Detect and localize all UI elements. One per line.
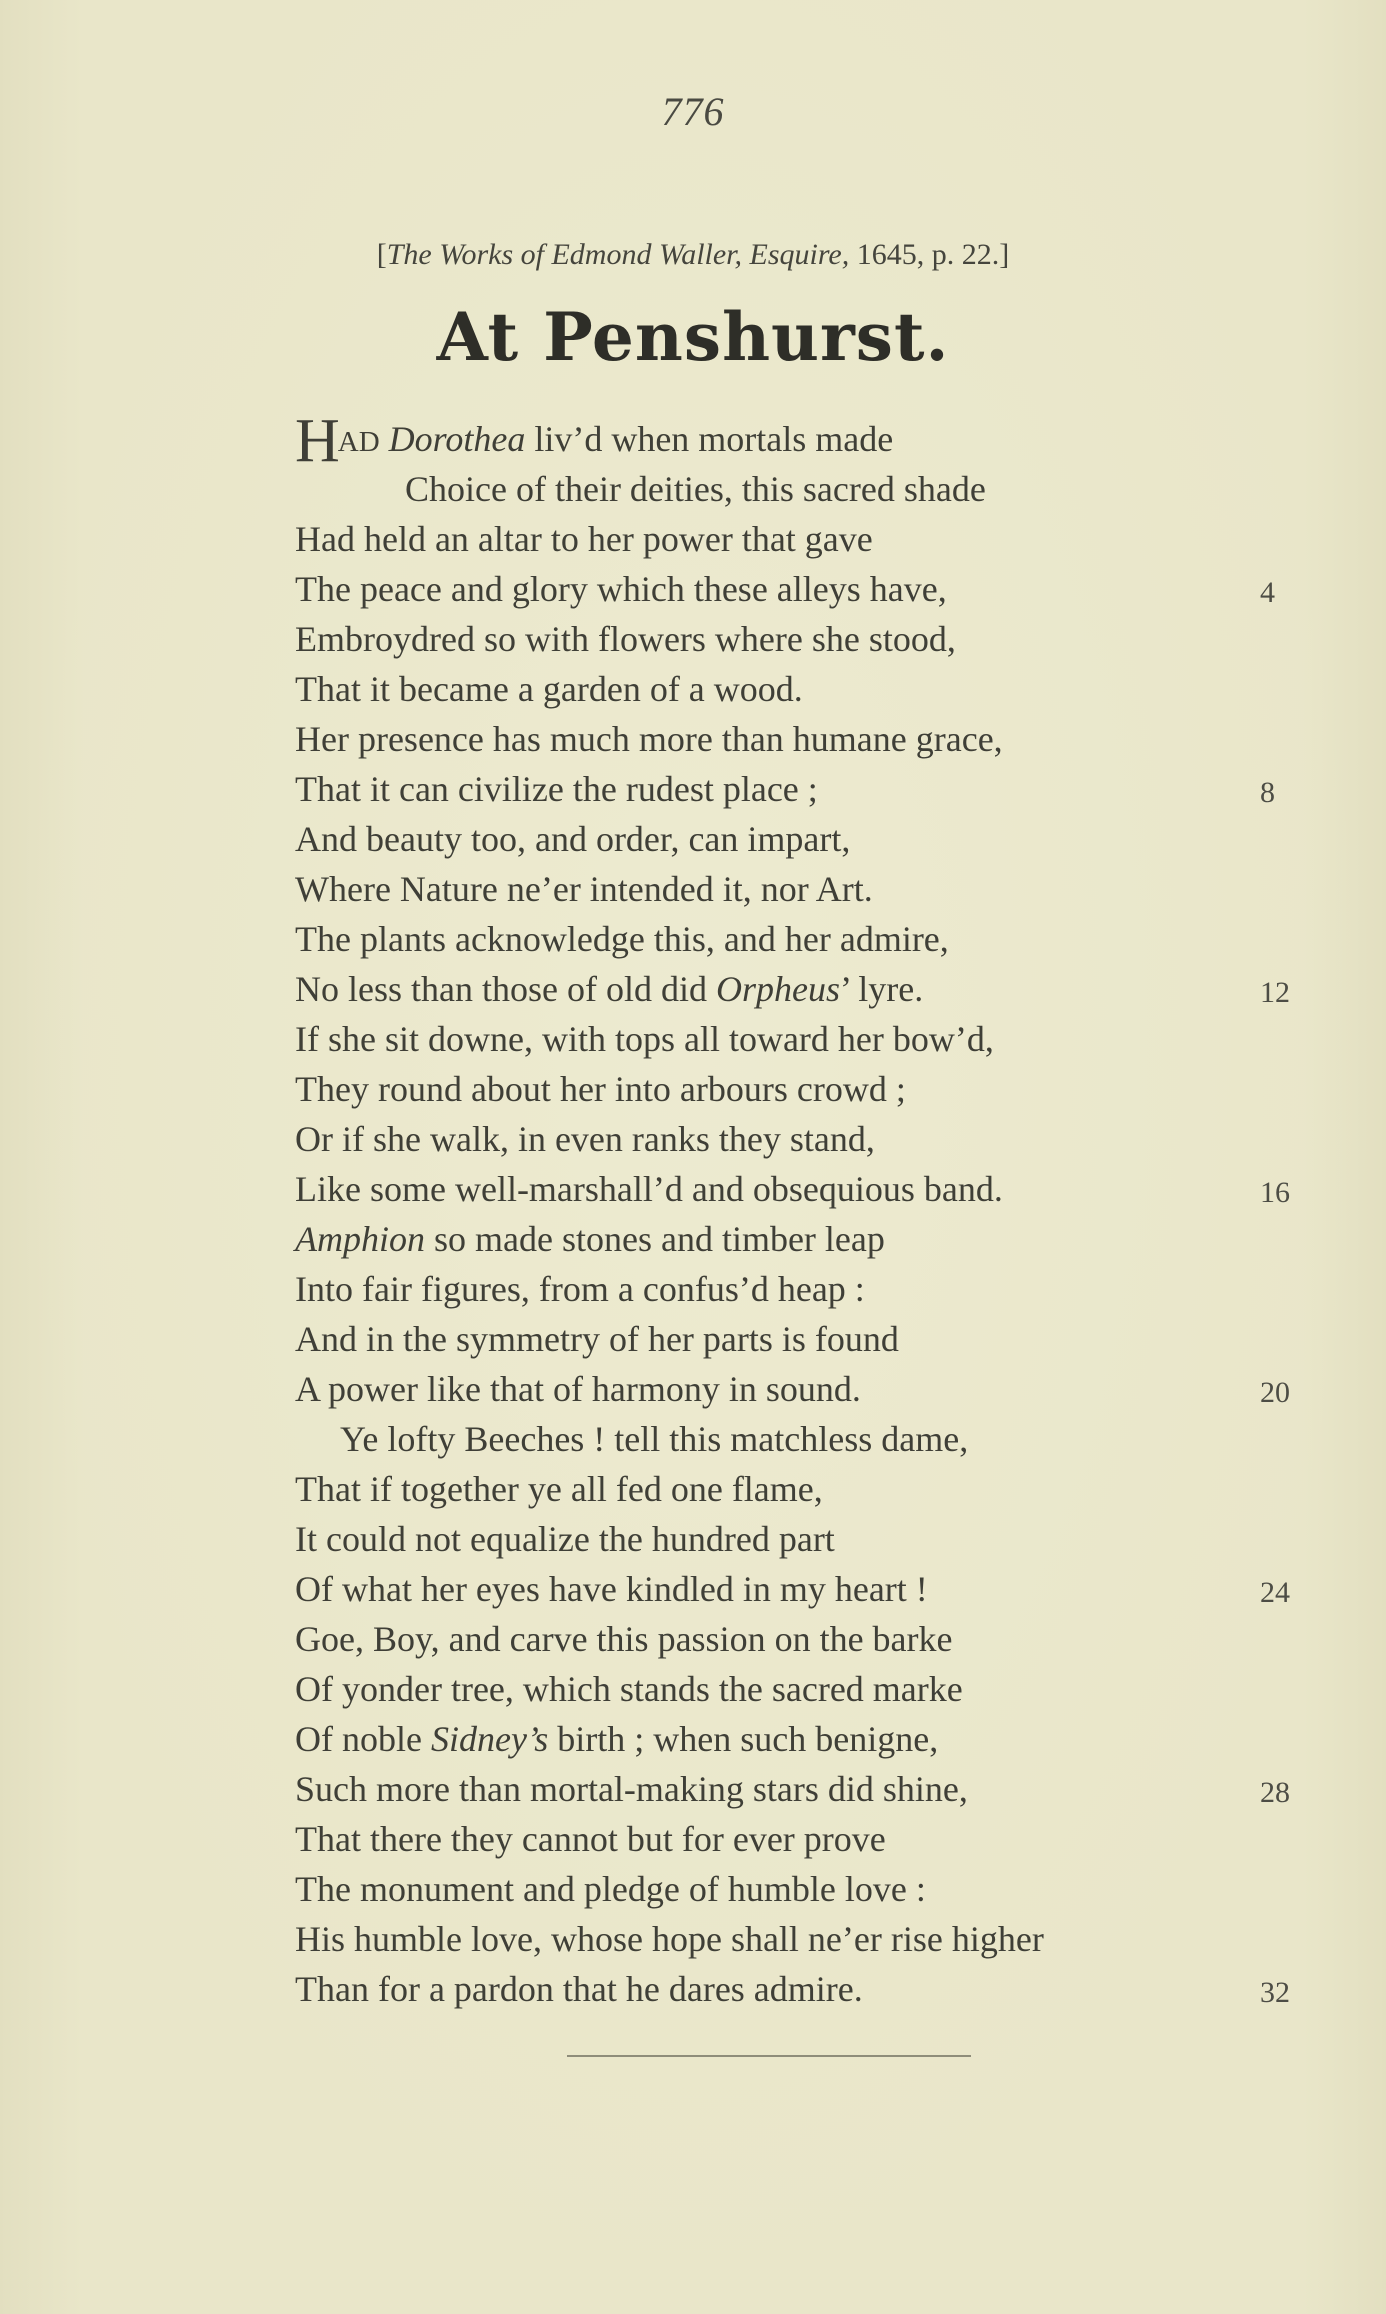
poem-line: [295, 1064, 1295, 1114]
line-text: That it can civilize the rudest place ;: [295, 769, 818, 809]
line-text: His humble love, whose hope shall ne’er rise higher: [295, 1919, 1044, 1959]
line-text: Had held an altar to her power that gave: [295, 519, 873, 559]
poem-line: [295, 1664, 1295, 1714]
line-text: And beauty too, and order, can impart,: [295, 819, 851, 859]
line-text: Of noble Sidney’s birth ; when such benigne,: [295, 1719, 939, 1759]
poem-line: [295, 1464, 1295, 1514]
poem-line: [295, 1514, 1295, 1564]
poem-line: [295, 1864, 1295, 1914]
italic-name: Dorothea: [388, 419, 526, 459]
line-text: If she sit downe, with tops all toward her bow’d,: [295, 1019, 994, 1059]
poem-line-1: [295, 407, 1295, 475]
poem-line: [295, 964, 1295, 1014]
line-number: 28: [1260, 1776, 1290, 1809]
line-text: That if together ye all fed one flame,: [295, 1469, 823, 1509]
line-text: Into fair figures, from a confus’d heap :: [295, 1269, 865, 1309]
line-text: Ye lofty Beeches ! tell this matchless dame,: [340, 1419, 969, 1459]
line-text: Where Nature ne’er intended it, nor Art.: [295, 869, 873, 909]
source-bracket-open: [: [376, 238, 387, 271]
italic-name: Amphion: [295, 1219, 425, 1259]
line-text: Like some well-marshall’d and obsequious band.: [295, 1169, 1003, 1209]
line-text: Of what her eyes have kindled in my heart !: [295, 1569, 928, 1609]
poem-line: [295, 1264, 1295, 1314]
poem-line: [295, 1214, 1295, 1264]
poem-line: [295, 1114, 1295, 1164]
line-text: That there they cannot but for ever prove: [295, 1819, 886, 1859]
line-text: Amphion so made stones and timber leap: [295, 1219, 885, 1259]
poem-title: At Penshurst.: [436, 298, 950, 376]
line-text: Embroydred so with flowers where she stood,: [295, 619, 956, 659]
end-rule-divider: [567, 2055, 971, 2057]
line-number: 4: [1260, 576, 1275, 609]
poem-line: [295, 1614, 1295, 1664]
poem-line: [295, 864, 1295, 914]
poem-line: [295, 1564, 1295, 1614]
line-number: 32: [1260, 1976, 1290, 2009]
line-number: 16: [1260, 1176, 1290, 1209]
line-text: Of yonder tree, which stands the sacred marke: [295, 1669, 963, 1709]
source-details: 1645, p. 22.]: [849, 238, 1010, 271]
poem-line: [295, 514, 1295, 564]
poem-line: [295, 614, 1295, 664]
line-number: 12: [1260, 976, 1290, 1009]
line-text: Than for a pardon that he dares admire.: [295, 1969, 863, 2009]
line-text: Her presence has much more than humane grace,: [295, 719, 1003, 759]
line-number: 8: [1260, 776, 1275, 809]
line-text: Such more than mortal-making stars did shine,: [295, 1769, 968, 1809]
poem-line: [295, 1764, 1295, 1814]
line-text: Choice of their deities, this sacred shade: [405, 469, 986, 509]
poem-line: [295, 764, 1295, 814]
italic-name: Sidney’s: [430, 1719, 549, 1759]
line-text: It could not equalize the hundred part: [295, 1519, 835, 1559]
line-number: 24: [1260, 1576, 1290, 1609]
line-text: Or if she walk, in even ranks they stand,: [295, 1119, 875, 1159]
line-text: No less than those of old did Orpheus’ lyre.: [295, 969, 924, 1009]
poem-line: [295, 1314, 1295, 1364]
line-text: That it became a garden of a wood.: [295, 669, 803, 709]
poem-line: [295, 1814, 1295, 1864]
line-rest: liv’d when mortals made: [525, 419, 894, 459]
line-number: 20: [1260, 1376, 1290, 1409]
poem-line: [295, 1164, 1295, 1214]
line-text: A power like that of harmony in sound.: [295, 1369, 861, 1409]
line-text: They round about her into arbours crowd ;: [295, 1069, 906, 1109]
poem-line: [295, 1414, 1295, 1464]
source-title: The Works of Edmond Waller, Esquire,: [386, 238, 850, 271]
poem-line: [295, 564, 1295, 614]
source-citation: [0, 238, 1386, 272]
line-text: Goe, Boy, and carve this passion on the barke: [295, 1619, 953, 1659]
poem-line: [295, 914, 1295, 964]
poem-line: [295, 1914, 1295, 1964]
line-text: The plants acknowledge this, and her admire,: [295, 919, 949, 959]
italic-name: Orpheus: [715, 969, 840, 1009]
poem-line: [295, 714, 1295, 764]
poem-line: [295, 1014, 1295, 1064]
poem-line: [295, 1714, 1295, 1764]
poem-line: [295, 814, 1295, 864]
poem-line: [295, 464, 1295, 514]
small-caps-word: AD: [337, 426, 380, 458]
line-text: The peace and glory which these alleys have,: [295, 569, 947, 609]
poem-body: [295, 407, 1295, 2014]
poem-line: [295, 1964, 1295, 2014]
poem-line: [295, 1364, 1295, 1414]
line-text: And in the symmetry of her parts is found: [295, 1319, 899, 1359]
line-text: The monument and pledge of humble love :: [295, 1869, 926, 1909]
poem-line: [295, 664, 1295, 714]
drop-cap: H: [295, 407, 340, 475]
page-number: 776: [661, 89, 725, 134]
